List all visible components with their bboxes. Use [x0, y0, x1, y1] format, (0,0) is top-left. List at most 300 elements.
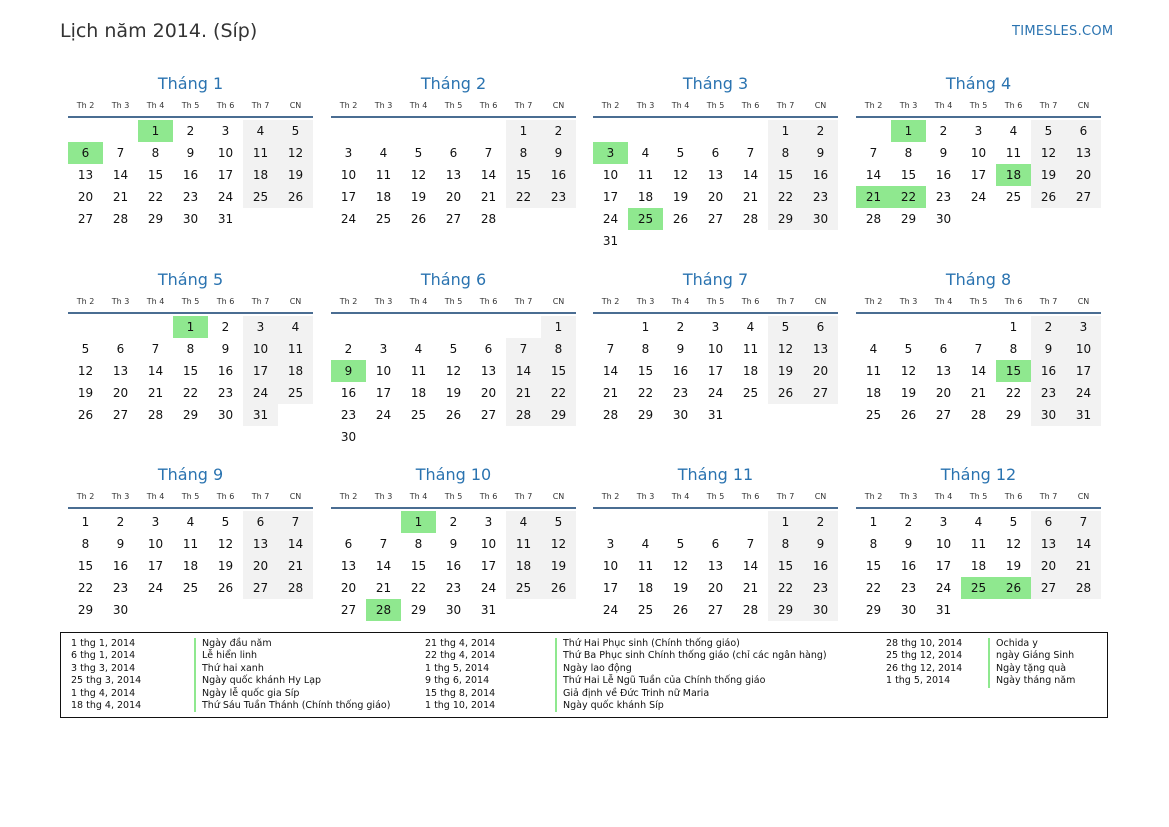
empty-cell [331, 511, 366, 533]
month-title: Tháng 2 [420, 74, 487, 93]
day-cell: 17 [935, 559, 952, 573]
site-link[interactable]: TIMESLES.COM [1012, 24, 1114, 39]
day-cell: 11 [865, 364, 882, 378]
day-cell: 2 [344, 342, 353, 356]
day-cell: 29 [637, 408, 654, 422]
weekday-label: Th 3 [374, 492, 393, 501]
day-cell: 13 [77, 168, 94, 182]
day-cell: 26 [768, 382, 803, 404]
month-title: Tháng 12 [940, 465, 1017, 484]
day-cell: 14 [1066, 533, 1101, 555]
day-cell: 21 [1066, 555, 1101, 577]
day-cell: 14 [112, 168, 129, 182]
day-cell: 29 [900, 212, 917, 226]
empty-cell [856, 316, 891, 338]
day-cell: 11 [410, 364, 427, 378]
empty-cell [366, 316, 401, 338]
weekday-header [68, 489, 313, 509]
day-cell: 18 [506, 555, 541, 577]
month-calendar [68, 465, 313, 621]
day-grid [331, 120, 576, 230]
day-cell: 24 [217, 190, 234, 204]
day-cell: 17 [970, 168, 987, 182]
day-cell: 5 [414, 146, 423, 160]
day-cell: 5 [676, 537, 685, 551]
day-cell: 15 [768, 164, 803, 186]
day-cell: 20 [803, 360, 838, 382]
day-cell: 5 [768, 316, 803, 338]
legend-date: 1 thg 1, 2014 [71, 638, 136, 649]
empty-cell [926, 316, 961, 338]
day-cell: 3 [1066, 316, 1101, 338]
day-cell: 15 [182, 364, 199, 378]
day-cell: 29 [147, 212, 164, 226]
day-cell: 19 [217, 559, 234, 573]
day-cell: 22 [182, 386, 199, 400]
day-cell: 1 [81, 515, 90, 529]
day-cell: 30 [900, 603, 917, 617]
legend-date: 25 thg 12, 2014 [886, 650, 963, 662]
day-grid [856, 120, 1101, 230]
legend-date: 6 thg 1, 2014 [71, 650, 136, 662]
day-cell: 27 [803, 382, 838, 404]
day-cell: 9 [116, 537, 125, 551]
holiday-day-cell: 3 [593, 142, 628, 164]
weekday-label: Th 7 [251, 101, 270, 110]
day-cell: 22 [865, 581, 882, 595]
weekday-label: CN [289, 297, 302, 306]
weekday-label: Th 7 [1039, 297, 1058, 306]
day-cell: 25 [1005, 190, 1022, 204]
weekday-label: Th 3 [636, 297, 655, 306]
weekday-label: Th 2 [864, 297, 883, 306]
weekday-label: Th 6 [216, 297, 235, 306]
day-cell: 17 [243, 360, 278, 382]
day-cell: 7 [869, 146, 878, 160]
day-cell: 17 [602, 190, 619, 204]
day-cell: 25 [243, 186, 278, 208]
day-cell: 17 [217, 168, 234, 182]
day-cell: 31 [935, 603, 952, 617]
day-cell: 19 [672, 581, 689, 595]
day-cell: 2 [449, 515, 458, 529]
day-cell: 21 [480, 190, 497, 204]
day-cell: 14 [375, 559, 392, 573]
day-cell: 9 [1031, 338, 1066, 360]
day-cell: 26 [77, 408, 94, 422]
day-cell: 20 [935, 386, 952, 400]
page-title: Lịch năm 2014. (Síp) [60, 20, 258, 42]
weekday-label: Th 5 [706, 297, 725, 306]
day-cell: 2 [904, 515, 913, 529]
day-cell: 31 [243, 404, 278, 426]
weekday-label: Th 6 [479, 297, 498, 306]
day-cell: 24 [935, 581, 952, 595]
day-cell: 2 [541, 120, 576, 142]
day-cell: 4 [379, 146, 388, 160]
day-cell: 10 [935, 537, 952, 551]
day-cell: 24 [340, 212, 357, 226]
holiday-day-cell: 21 [856, 186, 891, 208]
weekday-label: Th 6 [479, 101, 498, 110]
day-cell: 19 [1031, 164, 1066, 186]
day-cell: 8 [186, 342, 195, 356]
weekday-label: Th 2 [864, 101, 883, 110]
weekday-label: CN [814, 297, 827, 306]
day-cell: 4 [278, 316, 313, 338]
day-cell: 1 [1009, 320, 1018, 334]
weekday-label: CN [1077, 297, 1090, 306]
day-cell: 23 [672, 386, 689, 400]
empty-cell [698, 120, 733, 142]
day-cell: 3 [711, 320, 720, 334]
holiday-day-cell: 1 [138, 120, 173, 142]
weekday-label: Th 6 [1004, 492, 1023, 501]
month-title: Tháng 11 [677, 465, 754, 484]
weekday-label: Th 7 [514, 101, 533, 110]
weekday-label: Th 5 [444, 101, 463, 110]
month-calendar [68, 74, 313, 230]
legend-date: 15 thg 8, 2014 [425, 687, 496, 699]
day-cell: 13 [480, 364, 497, 378]
weekday-header [593, 489, 838, 509]
day-grid [68, 511, 313, 621]
day-cell: 10 [602, 559, 619, 573]
day-cell: 8 [151, 146, 160, 160]
weekday-label: Th 7 [776, 492, 795, 501]
day-cell: 11 [506, 533, 541, 555]
day-cell: 3 [344, 146, 353, 160]
day-cell: 7 [606, 342, 615, 356]
day-cell: 16 [340, 386, 357, 400]
weekday-header [331, 98, 576, 118]
day-cell: 19 [445, 386, 462, 400]
empty-cell [506, 316, 541, 338]
month-title: Tháng 7 [682, 270, 749, 289]
weekday-label: Th 5 [969, 492, 988, 501]
day-cell: 25 [506, 577, 541, 599]
day-cell: 22 [77, 581, 94, 595]
day-cell: 4 [641, 537, 650, 551]
day-cell: 16 [900, 559, 917, 573]
day-cell: 25 [637, 603, 654, 617]
day-cell: 24 [1066, 382, 1101, 404]
empty-cell [68, 120, 103, 142]
weekday-label: Th 7 [776, 297, 795, 306]
day-cell: 19 [768, 360, 803, 382]
day-cell: 11 [970, 537, 987, 551]
legend-holiday-name: Ngày lễ quốc gia Síp [194, 688, 299, 700]
weekday-label: CN [1077, 101, 1090, 110]
day-cell: 24 [602, 212, 619, 226]
legend-holiday-name: Thứ Hai Lễ Ngũ Tuần của Chính thống giáo [555, 675, 765, 687]
day-cell: 28 [112, 212, 129, 226]
day-cell: 2 [676, 320, 685, 334]
day-cell: 29 [768, 208, 803, 230]
day-cell: 29 [541, 404, 576, 426]
month-calendar [856, 270, 1101, 426]
day-cell: 26 [1031, 186, 1066, 208]
empty-cell [366, 511, 401, 533]
day-cell: 2 [221, 320, 230, 334]
day-cell: 17 [707, 364, 724, 378]
day-cell: 12 [672, 168, 689, 182]
weekday-label: CN [814, 492, 827, 501]
month-title: Tháng 8 [945, 270, 1012, 289]
legend-holiday-name: Thứ hai xanh [194, 663, 264, 675]
day-cell: 6 [484, 342, 493, 356]
legend-holiday-name: Ngày quốc khánh Síp [555, 700, 664, 712]
day-cell: 1 [869, 515, 878, 529]
day-cell: 20 [707, 581, 724, 595]
holiday-day-cell: 25 [961, 577, 996, 599]
day-cell: 2 [939, 124, 948, 138]
day-cell: 7 [484, 146, 493, 160]
day-cell: 23 [217, 386, 234, 400]
day-cell: 14 [742, 559, 759, 573]
day-cell: 3 [243, 316, 278, 338]
day-cell: 9 [186, 146, 195, 160]
month-calendar [593, 270, 838, 426]
weekday-label: Th 5 [969, 101, 988, 110]
day-cell: 18 [637, 581, 654, 595]
day-cell: 16 [672, 364, 689, 378]
empty-cell [471, 120, 506, 142]
legend-holiday-name: Ngày tặng quà [988, 663, 1066, 675]
day-cell: 11 [1005, 146, 1022, 160]
day-cell: 2 [1031, 316, 1066, 338]
day-cell: 14 [602, 364, 619, 378]
day-cell: 15 [865, 559, 882, 573]
day-cell: 4 [414, 342, 423, 356]
weekday-label: Th 3 [636, 101, 655, 110]
month-calendar [331, 465, 576, 621]
empty-cell [103, 316, 138, 338]
day-cell: 13 [112, 364, 129, 378]
weekday-label: Th 6 [479, 492, 498, 501]
day-cell: 19 [541, 555, 576, 577]
legend-holiday-name: Giả định về Đức Trinh nữ Maria [555, 688, 709, 700]
weekday-label: Th 4 [146, 492, 165, 501]
day-cell: 15 [637, 364, 654, 378]
day-cell: 28 [970, 408, 987, 422]
day-cell: 29 [1005, 408, 1022, 422]
day-cell: 31 [480, 603, 497, 617]
day-cell: 14 [147, 364, 164, 378]
weekday-label: Th 6 [741, 297, 760, 306]
day-grid [331, 316, 576, 448]
weekday-label: Th 7 [1039, 492, 1058, 501]
weekday-header [331, 294, 576, 314]
day-cell: 5 [541, 511, 576, 533]
day-cell: 12 [672, 559, 689, 573]
day-cell: 17 [375, 386, 392, 400]
day-cell: 5 [221, 515, 230, 529]
day-cell: 21 [742, 190, 759, 204]
empty-cell [401, 120, 436, 142]
day-cell: 16 [182, 168, 199, 182]
day-cell: 13 [935, 364, 952, 378]
legend-date: 1 thg 5, 2014 [886, 675, 951, 687]
month-title: Tháng 5 [157, 270, 224, 289]
day-cell: 6 [711, 537, 720, 551]
weekday-label: Th 4 [934, 101, 953, 110]
legend-date: 18 thg 4, 2014 [71, 700, 142, 711]
weekday-header [593, 294, 838, 314]
legend-date: 1 thg 4, 2014 [71, 687, 136, 699]
day-cell: 19 [1005, 559, 1022, 573]
day-cell: 24 [970, 190, 987, 204]
day-cell: 30 [445, 603, 462, 617]
day-cell: 16 [541, 164, 576, 186]
weekday-label: Th 2 [864, 492, 883, 501]
day-cell: 3 [379, 342, 388, 356]
empty-cell [663, 120, 698, 142]
day-cell: 10 [1066, 338, 1101, 360]
day-cell: 3 [974, 124, 983, 138]
empty-cell [663, 511, 698, 533]
empty-cell [366, 120, 401, 142]
day-cell: 27 [707, 603, 724, 617]
weekday-header [593, 98, 838, 118]
day-cell: 8 [414, 537, 423, 551]
day-cell: 22 [506, 186, 541, 208]
empty-cell [698, 511, 733, 533]
day-grid [331, 511, 576, 621]
day-cell: 8 [641, 342, 650, 356]
month-calendar [68, 270, 313, 426]
day-cell: 10 [243, 338, 278, 360]
day-cell: 12 [217, 537, 234, 551]
day-cell: 6 [939, 342, 948, 356]
day-cell: 23 [340, 408, 357, 422]
day-cell: 20 [112, 386, 129, 400]
weekday-label: Th 3 [111, 101, 130, 110]
holiday-day-cell: 25 [628, 208, 663, 230]
weekday-label: Th 2 [76, 101, 95, 110]
weekday-header [856, 98, 1101, 118]
day-cell: 18 [637, 190, 654, 204]
day-cell: 19 [77, 386, 94, 400]
day-cell: 7 [379, 537, 388, 551]
day-cell: 28 [278, 577, 313, 599]
empty-cell [401, 316, 436, 338]
day-grid [68, 120, 313, 230]
day-cell: 16 [935, 168, 952, 182]
legend-holiday-name: Ngày lao động [555, 663, 632, 675]
day-grid [856, 316, 1101, 426]
day-cell: 10 [375, 364, 392, 378]
weekday-label: Th 4 [409, 297, 428, 306]
day-cell: 4 [1009, 124, 1018, 138]
weekday-label: Th 2 [601, 101, 620, 110]
day-cell: 9 [803, 142, 838, 164]
weekday-label: Th 3 [374, 297, 393, 306]
weekday-label: Th 7 [514, 297, 533, 306]
day-cell: 26 [410, 212, 427, 226]
day-cell: 28 [1066, 577, 1101, 599]
day-cell: 26 [672, 603, 689, 617]
day-cell: 9 [904, 537, 913, 551]
day-cell: 19 [672, 190, 689, 204]
empty-cell [103, 120, 138, 142]
day-cell: 21 [278, 555, 313, 577]
legend-date: 3 thg 3, 2014 [71, 662, 136, 674]
day-grid [593, 316, 838, 426]
day-cell: 23 [900, 581, 917, 595]
month-title: Tháng 6 [420, 270, 487, 289]
day-cell: 28 [602, 408, 619, 422]
weekday-label: Th 4 [409, 492, 428, 501]
day-cell: 15 [147, 168, 164, 182]
day-cell: 3 [484, 515, 493, 529]
empty-cell [961, 316, 996, 338]
day-cell: 18 [865, 386, 882, 400]
holiday-day-cell: 15 [996, 360, 1031, 382]
day-cell: 7 [974, 342, 983, 356]
weekday-label: Th 4 [146, 297, 165, 306]
day-cell: 24 [147, 581, 164, 595]
day-cell: 7 [278, 511, 313, 533]
empty-cell [593, 120, 628, 142]
day-cell: 20 [480, 386, 497, 400]
empty-cell [138, 316, 173, 338]
day-cell: 5 [904, 342, 913, 356]
day-cell: 13 [803, 338, 838, 360]
weekday-label: Th 7 [251, 492, 270, 501]
empty-cell [856, 120, 891, 142]
day-cell: 15 [768, 555, 803, 577]
weekday-label: CN [814, 101, 827, 110]
day-cell: 1 [506, 120, 541, 142]
day-cell: 18 [182, 559, 199, 573]
day-cell: 3 [151, 515, 160, 529]
day-cell: 17 [1066, 360, 1101, 382]
day-cell: 27 [77, 212, 94, 226]
day-cell: 6 [1066, 120, 1101, 142]
empty-cell [733, 511, 768, 533]
day-cell: 6 [803, 316, 838, 338]
day-cell: 15 [541, 360, 576, 382]
day-cell: 24 [707, 386, 724, 400]
day-cell: 24 [243, 382, 278, 404]
empty-cell [628, 120, 663, 142]
day-cell: 16 [445, 559, 462, 573]
day-grid [593, 120, 838, 252]
day-cell: 13 [1066, 142, 1101, 164]
weekday-label: Th 2 [339, 101, 358, 110]
holiday-day-cell: 9 [331, 360, 366, 382]
day-cell: 30 [340, 430, 357, 444]
day-cell: 17 [480, 559, 497, 573]
weekday-label: Th 4 [146, 101, 165, 110]
day-cell: 10 [340, 168, 357, 182]
weekday-label: Th 3 [636, 492, 655, 501]
day-cell: 23 [445, 581, 462, 595]
weekday-label: CN [289, 101, 302, 110]
day-cell: 6 [243, 511, 278, 533]
month-title: Tháng 10 [415, 465, 492, 484]
day-cell: 30 [217, 408, 234, 422]
legend-date: 26 thg 12, 2014 [886, 662, 963, 674]
weekday-header [856, 294, 1101, 314]
day-cell: 16 [217, 364, 234, 378]
day-cell: 29 [410, 603, 427, 617]
day-cell: 2 [116, 515, 125, 529]
weekday-header [331, 489, 576, 509]
day-cell: 23 [112, 581, 129, 595]
day-cell: 21 [112, 190, 129, 204]
